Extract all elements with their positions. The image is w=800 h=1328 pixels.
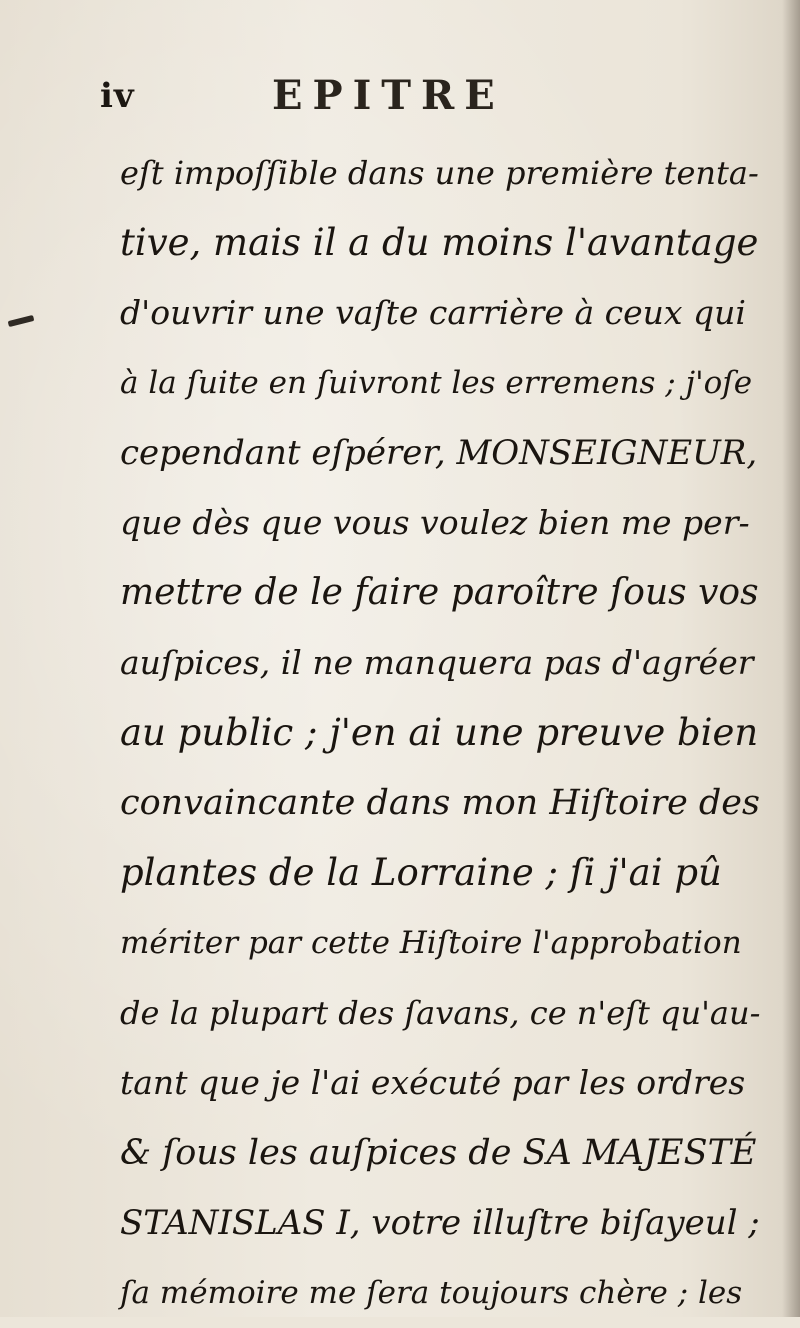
text-line: au public ; j'en ai une preuve bien — [120, 711, 759, 754]
text-line: de la plupart des ſavans, ce n'eſt qu'au- — [120, 994, 761, 1032]
text-line: & ſous les auſpices de SA MAJESTÉ — [120, 1133, 757, 1173]
text-line: STANISLAS I, votre illuſtre biſayeul ; — [120, 1203, 760, 1243]
text-line: cependant eſpérer, MONSEIGNEUR, — [120, 433, 758, 473]
margin-ink-mark — [8, 315, 35, 327]
text-line: mériter par cette Hiſtoire l'approbation — [120, 925, 742, 961]
text-line: tive, mais il a du moins l'avantage — [120, 221, 759, 264]
text-line: tant que je l'ai exécuté par les ordres — [120, 1063, 746, 1102]
page-number: iv — [100, 76, 135, 116]
text-line: mettre de le faire paroître ſous vos — [120, 572, 759, 613]
text-line: ſa mémoire me ſera toujours chère ; les — [120, 1275, 743, 1311]
text-line: d'ouvrir une vaſte carrière à ceux qui — [120, 293, 746, 332]
text-line: plantes de la Lorraine ; ſi j'ai pû — [120, 851, 722, 894]
text-line: à la ſuite en ſuivront les erremens ; j'oſe — [120, 365, 753, 401]
text-line: auſpices, il ne manquera pas d'agréer — [120, 643, 754, 682]
text-line: que dès que vous voulez bien me per- — [120, 503, 750, 542]
running-head: EPITRE — [272, 72, 505, 119]
text-line: eſt impoſſible dans une première tenta- — [120, 154, 759, 192]
page-edge-shadow — [782, 0, 800, 1317]
page-header — [100, 72, 660, 122]
text-line: convaincante dans mon Hiſtoire des — [120, 783, 760, 823]
